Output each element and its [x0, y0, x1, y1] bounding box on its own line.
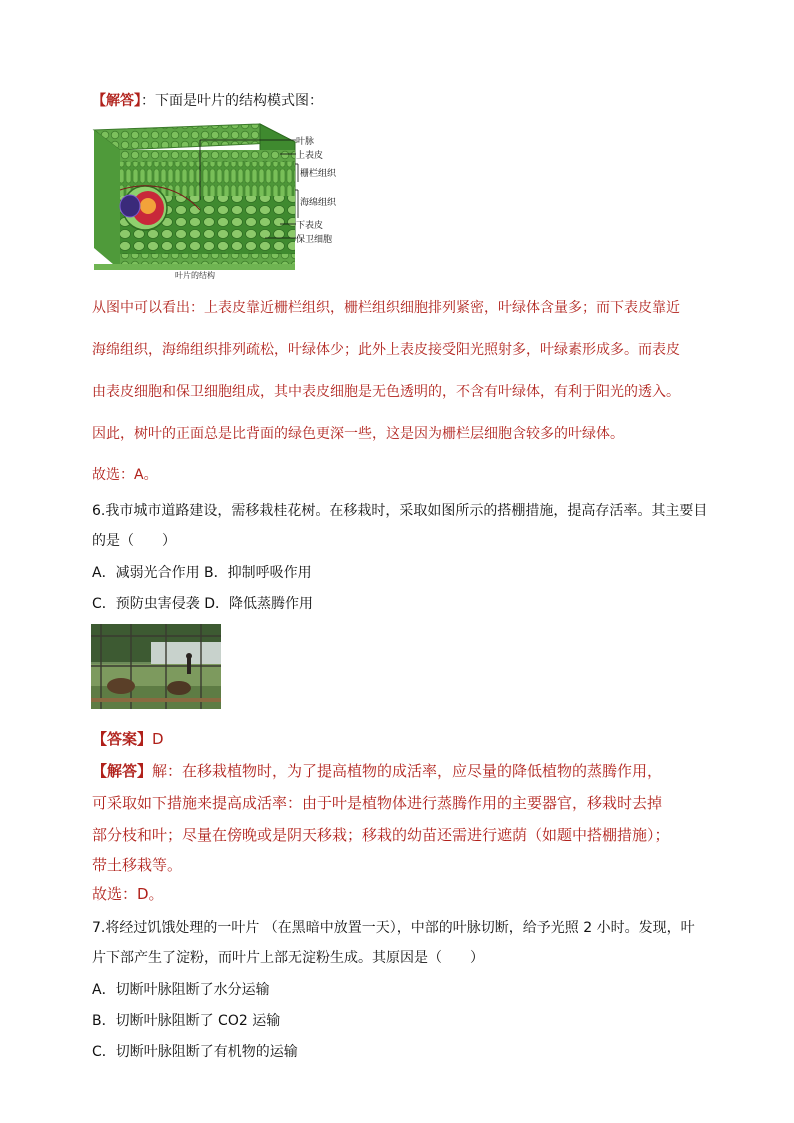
label-upper-epidermis: 上表皮	[296, 151, 324, 161]
figure-caption: 叶片的结构	[175, 271, 215, 280]
label-palisade-tissue: 栅栏组织	[300, 169, 337, 179]
answer-label: 【答案】	[92, 730, 153, 748]
q7-option-b: B．切断叶脉阻断了 CO2 运输	[92, 1013, 281, 1029]
q7-option-c: C．切断叶脉阻断了有机物的运输	[92, 1044, 298, 1060]
q6-analysis-line-2: 可采取如下措施来提高成活率：由于叶是植物体进行蒸腾作用的主要器官，移栽时去掉	[92, 794, 663, 812]
label-spongy-tissue: 海绵组织	[300, 198, 337, 208]
q7-option-a: A．切断叶脉阻断了水分运输	[92, 982, 270, 998]
label-vein: 叶脉	[296, 137, 315, 147]
answer5-line-2: 海绵组织，海绵组织排列疏松，叶绿体少；此外上表皮接受阳光照射多，叶绿素形成多。而表皮	[92, 342, 680, 358]
answer-value: D	[152, 730, 164, 748]
answer5-heading	[92, 90, 323, 110]
q6-analysis-line-4: 带土移栽等。	[92, 856, 183, 874]
analysis-text: 解：在移栽植物时，为了提高植物的成活率，应尽量的降低植物的蒸腾作用，	[152, 762, 663, 780]
q7-stem-line-2: 片下部产生了淀粉，而叶片上部无淀粉生成。其原因是（ ）	[92, 950, 484, 966]
answer5-line-1: 从图中可以看出：上表皮靠近栅栏组织，栅栏组织细胞排列紧密，叶绿体含量多；而下表皮靠近	[92, 300, 680, 316]
answer-intro: ：下面是叶片的结构模式图：	[141, 93, 323, 109]
answer5-line-3: 由表皮细胞和保卫细胞组成，其中表皮细胞是无色透明的，不含有叶绿体，有利于阳光的透入。	[92, 384, 680, 400]
q6-stem-line-1: 6.我市城市道路建设，需移栽桂花树。在移栽时，采取如图所示的搭棚措施，提高存活率。其主要目	[92, 503, 708, 519]
analysis-label: 【解答】	[92, 762, 153, 780]
q6-analysis-line-1	[92, 760, 662, 781]
q6-choice: 故选：D。	[92, 885, 164, 903]
answer-tag: 【解答】	[92, 93, 141, 109]
answer5-line-4: 因此，树叶的正面总是比背面的绿色更深一些，这是因为栅栏层细胞含较多的叶绿体。	[92, 426, 624, 442]
q6-analysis-line-3: 部分枝和叶；尽量在傍晚或是阴天移栽；移栽的幼苗还需进行遮荫（如题中搭棚措施）；	[92, 826, 670, 844]
leaf-structure-figure	[90, 120, 350, 285]
q6-options-line-1: A．减弱光合作用 B．抑制呼吸作用	[92, 565, 312, 581]
q6-answer	[92, 728, 164, 749]
answer5-choice: 故选：A。	[92, 467, 158, 483]
q6-options-line-2: C．预防虫害侵袭 D．降低蒸腾作用	[92, 596, 314, 612]
label-guard-cell: 保卫细胞	[296, 235, 333, 245]
q6-shade-shed-photo	[91, 624, 221, 709]
label-lower-epidermis: 下表皮	[296, 221, 324, 231]
q6-stem-line-2: 的是（ ）	[92, 533, 176, 549]
q7-stem-line-1: 7.将经过饥饿处理的一叶片 （在黑暗中放置一天），中部的叶脉切断，给予光照 2 小时。发现，叶	[92, 920, 695, 936]
